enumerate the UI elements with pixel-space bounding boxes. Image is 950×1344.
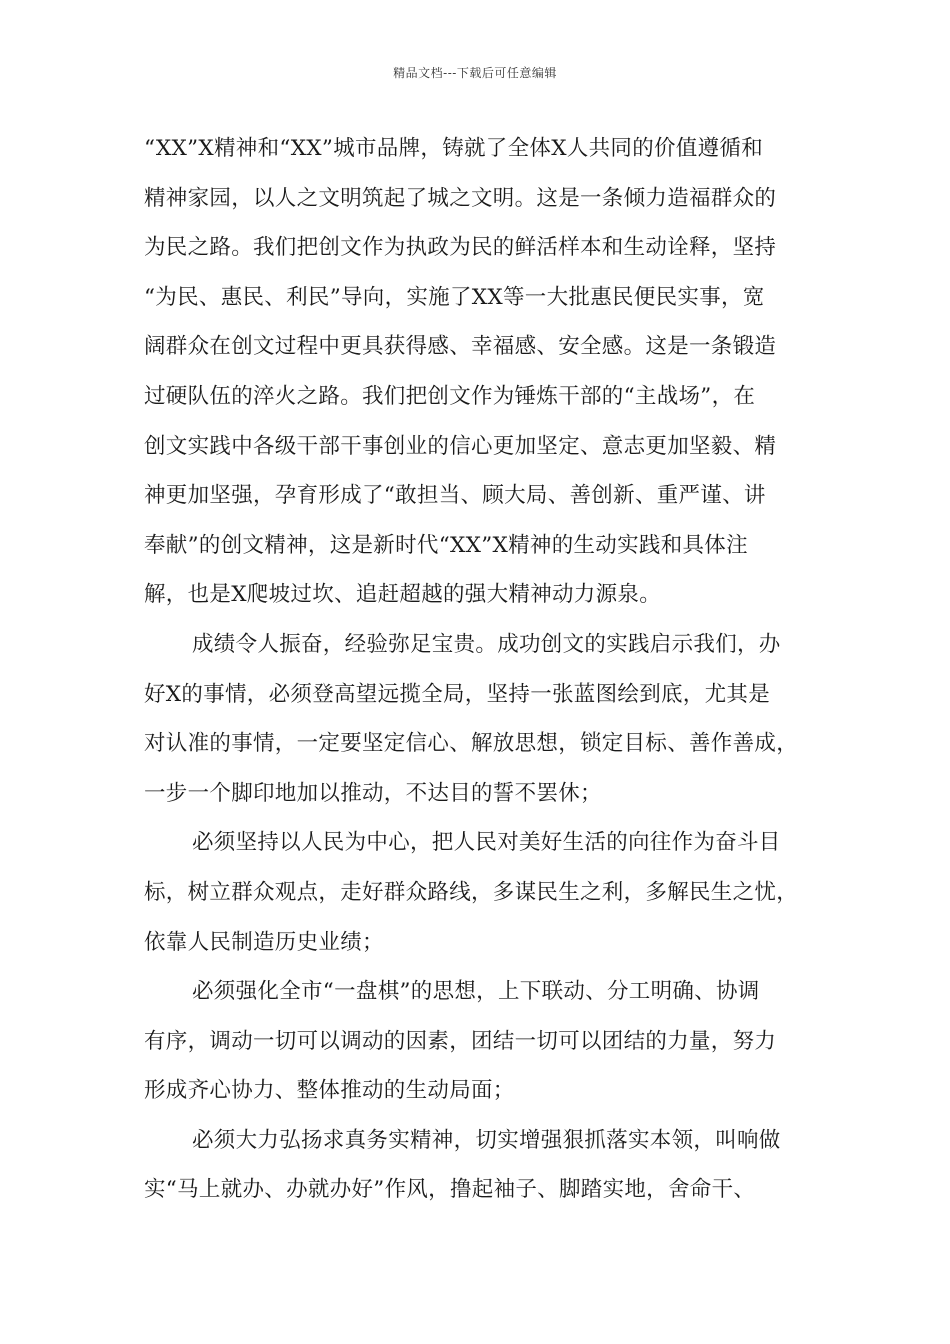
paragraph-first-line: 必须坚持以人民为中心，把人民对美好生活的向往作为奋斗目 (192, 830, 781, 856)
document-body (144, 124, 834, 1215)
text-line: 好X的事情，必须登高望远揽全局，坚持一张蓝图绘到底，尤其是 (144, 681, 771, 707)
text-line: 对认准的事情，一定要坚定信心、解放思想，锁定目标、善作善成， (144, 731, 799, 757)
text-line: “XX”X精神和“XX”城市品牌，铸就了全体X人共同的价值遵循和 (144, 136, 764, 161)
text-line: 标，树立群众观点，走好群众路线，多谋民生之利，多解民生之忧， (144, 879, 799, 905)
text-line: 为民之路。我们把创文作为执政为民的鲜活样本和生动诠释，坚持 (144, 235, 777, 261)
text-line: 解，也是X爬坡过坎、追赶超越的强大精神动力源泉。 (144, 582, 662, 608)
paragraph-first-line: 成绩令人振奋，经验弥足宝贵。成功创文的实践启示我们，办 (192, 631, 781, 657)
text-line: 一步一个脚印地加以推动，不达目的誓不罢休； (144, 780, 602, 806)
paragraph-first-line: 必须大力弘扬求真务实精神，切实增强狠抓落实本领，叫响做 (192, 1127, 781, 1153)
text-line: 依靠人民制造历史业绩； (144, 929, 384, 955)
text-line: “为民、惠民、利民”导向，实施了XX等一大批惠民便民实事，宽 (144, 284, 765, 310)
text-line: 过硬队伍的淬火之路。我们把创文作为锤炼干部的“主战场”，在 (144, 383, 756, 409)
page-header: 精品文档---下载后可任意编辑 (393, 66, 557, 80)
text-line: 精神家园，以人之文明筑起了城之文明。这是一条倾力造福群众的 (144, 185, 777, 211)
text-line: 形成齐心协力、整体推动的生动局面； (144, 1078, 515, 1104)
paragraph-first-line: 必须强化全市“一盘棋”的思想，上下联动、分工明确、协调 (192, 979, 760, 1005)
text-line: 创文实践中各级干部干事创业的信心更加坚定、意志更加坚毅、精 (144, 433, 777, 459)
text-line: 有序，调动一切可以调动的因素，团结一切可以团结的力量，努力 (144, 1028, 777, 1054)
text-line: 神更加坚强，孕育形成了“敢担当、顾大局、善创新、重严谨、讲 (144, 483, 766, 509)
text-line: 实“马上就办、办就办好”作风，撸起袖子、脚踏实地，舍命干、 (144, 1177, 756, 1203)
text-line: 阔群众在创文过程中更具获得感、幸福感、安全感。这是一条锻造 (144, 334, 777, 360)
text-line: 奉献”的创文精神，这是新时代“XX”X精神的生动实践和具体注 (144, 532, 748, 558)
